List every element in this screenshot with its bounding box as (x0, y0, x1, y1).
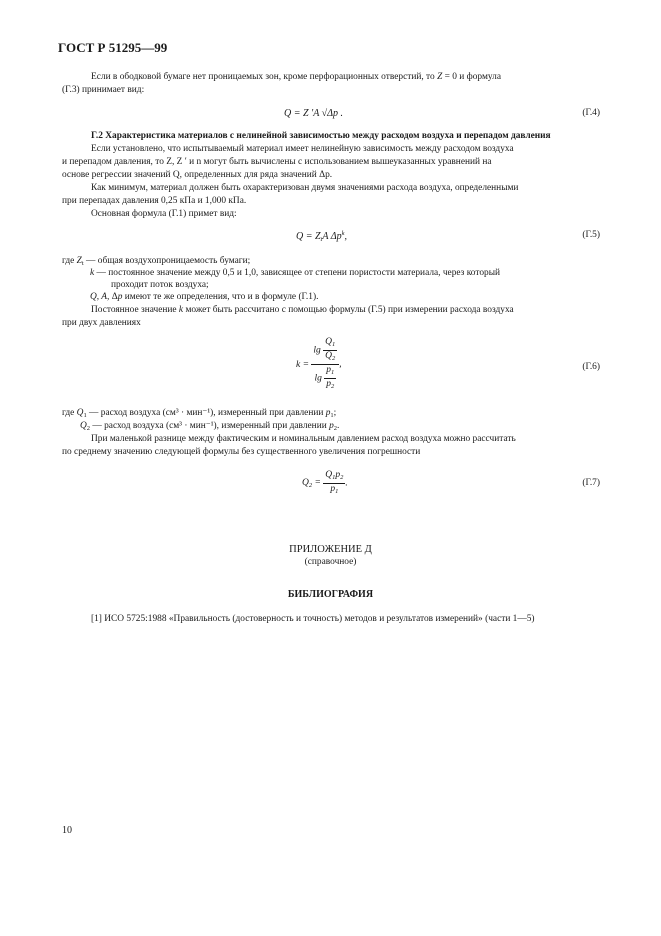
paragraph-4: Основная формула (Г.1) примет вид: (91, 209, 237, 219)
formula-g5: $Q = Z_tA$ $\Delta p^k$, (296, 230, 348, 243)
bibliography-title: БИБЛИОГРАФИЯ (287, 589, 374, 600)
equation-number-g5: (Г.5) (582, 230, 600, 240)
paragraph-5-line-2: при двух давлениях (62, 318, 141, 328)
equation-number-g4: (Г.4) (582, 108, 600, 118)
definition-k-line-1: k — постоянное значение между 0,5 и 1,0, зависящее от степени пористости материала, через который (90, 268, 501, 278)
formula-g4: Q = Z ′A √Δp . (284, 108, 344, 119)
paragraph-3-line-1: Как минимум, материал должен быть охарактеризован двумя значениями расхода воздуха, определенными (91, 183, 519, 193)
paragraph-2-line-2: и перепадом давления, то Z, Z ′ и n могут быть вычислены с использованием вышеуказанных уравнений на (62, 157, 492, 167)
page-number: 10 (62, 825, 72, 836)
paragraph-6-line-1: При маленькой разнице между фактическим и номинальным давлением расход воздуха можно рассчитать (91, 434, 516, 444)
formula-g6: k = lg $\frac{Q_1}{Q_2}$ lg $\frac{p_1}{p_2}$ , (296, 337, 342, 390)
document-header: ГОСТ Р 51295—99 (58, 40, 168, 55)
paragraph-text: и формула (459, 72, 502, 82)
section-heading-g2: Г.2 Характеристика материалов с нелинейной зависимостью между расходом воздуха и перепадом давления (91, 131, 551, 141)
bibliography-entry-1: [1] ИСО 5725:1988 «Правильность (достоверность и точность) методов и результатов измерений» (части 1—5) (91, 614, 535, 624)
equation-number-g7: (Г.7) (582, 478, 600, 488)
definition-q1: где $Q_1$ — расход воздуха (см³ · мин⁻¹), измеренный при давлении $p_1$; (62, 408, 337, 419)
paragraph-3-line-2: при перепадах давления 0,25 кПа и 1,000 кПа. (62, 196, 247, 206)
appendix-note: (справочное) (304, 557, 357, 567)
appendix-title: ПРИЛОЖЕНИЕ Д (289, 544, 372, 555)
definition-k-line-2: проходит поток воздуха; (111, 280, 209, 290)
definition-q-a-dp: Q, A, Δp имеют те же определения, что и в формуле (Г.1). (90, 292, 319, 302)
equation-number-g6: (Г.6) (582, 362, 600, 372)
paragraph-text: Если в ободковой бумаге нет проницаемых зон, кроме перфорационных отверстий, то (91, 72, 435, 82)
paragraph-1-line-2: (Г.3) принимает вид: (62, 85, 145, 95)
paragraph-5-line-1: Постоянное значение k может быть рассчитано с помощью формулы (Г.5) при измерении расхода воздуха (91, 305, 514, 315)
definition-q2: $Q_2$ — расход воздуха (см³ · мин⁻¹), измеренный при давлении $p_2$. (80, 421, 340, 432)
paragraph-6-line-2: по среднему значению следующей формулы без существенного увеличения погрешности (62, 447, 421, 457)
paragraph-1-line-1: Если в ободковой бумаге нет проницаемых зон, кроме перфорационных отверстий, то Z = 0 и формула (91, 72, 502, 82)
paragraph-2-line-1: Если установлено, что испытываемый материал имеет нелинейную зависимость между расходом воздуха (91, 144, 514, 154)
formula-g7: $Q_2$ = $\frac{Q_1p_2}{p_1}$ . (302, 470, 348, 495)
definition-zt: где $Z_t$ — общая воздухопроницаемость бумаги; (62, 256, 251, 267)
paragraph-2-line-3: основе регрессии значений Q, определенных для ряда значений Δp. (62, 170, 333, 180)
